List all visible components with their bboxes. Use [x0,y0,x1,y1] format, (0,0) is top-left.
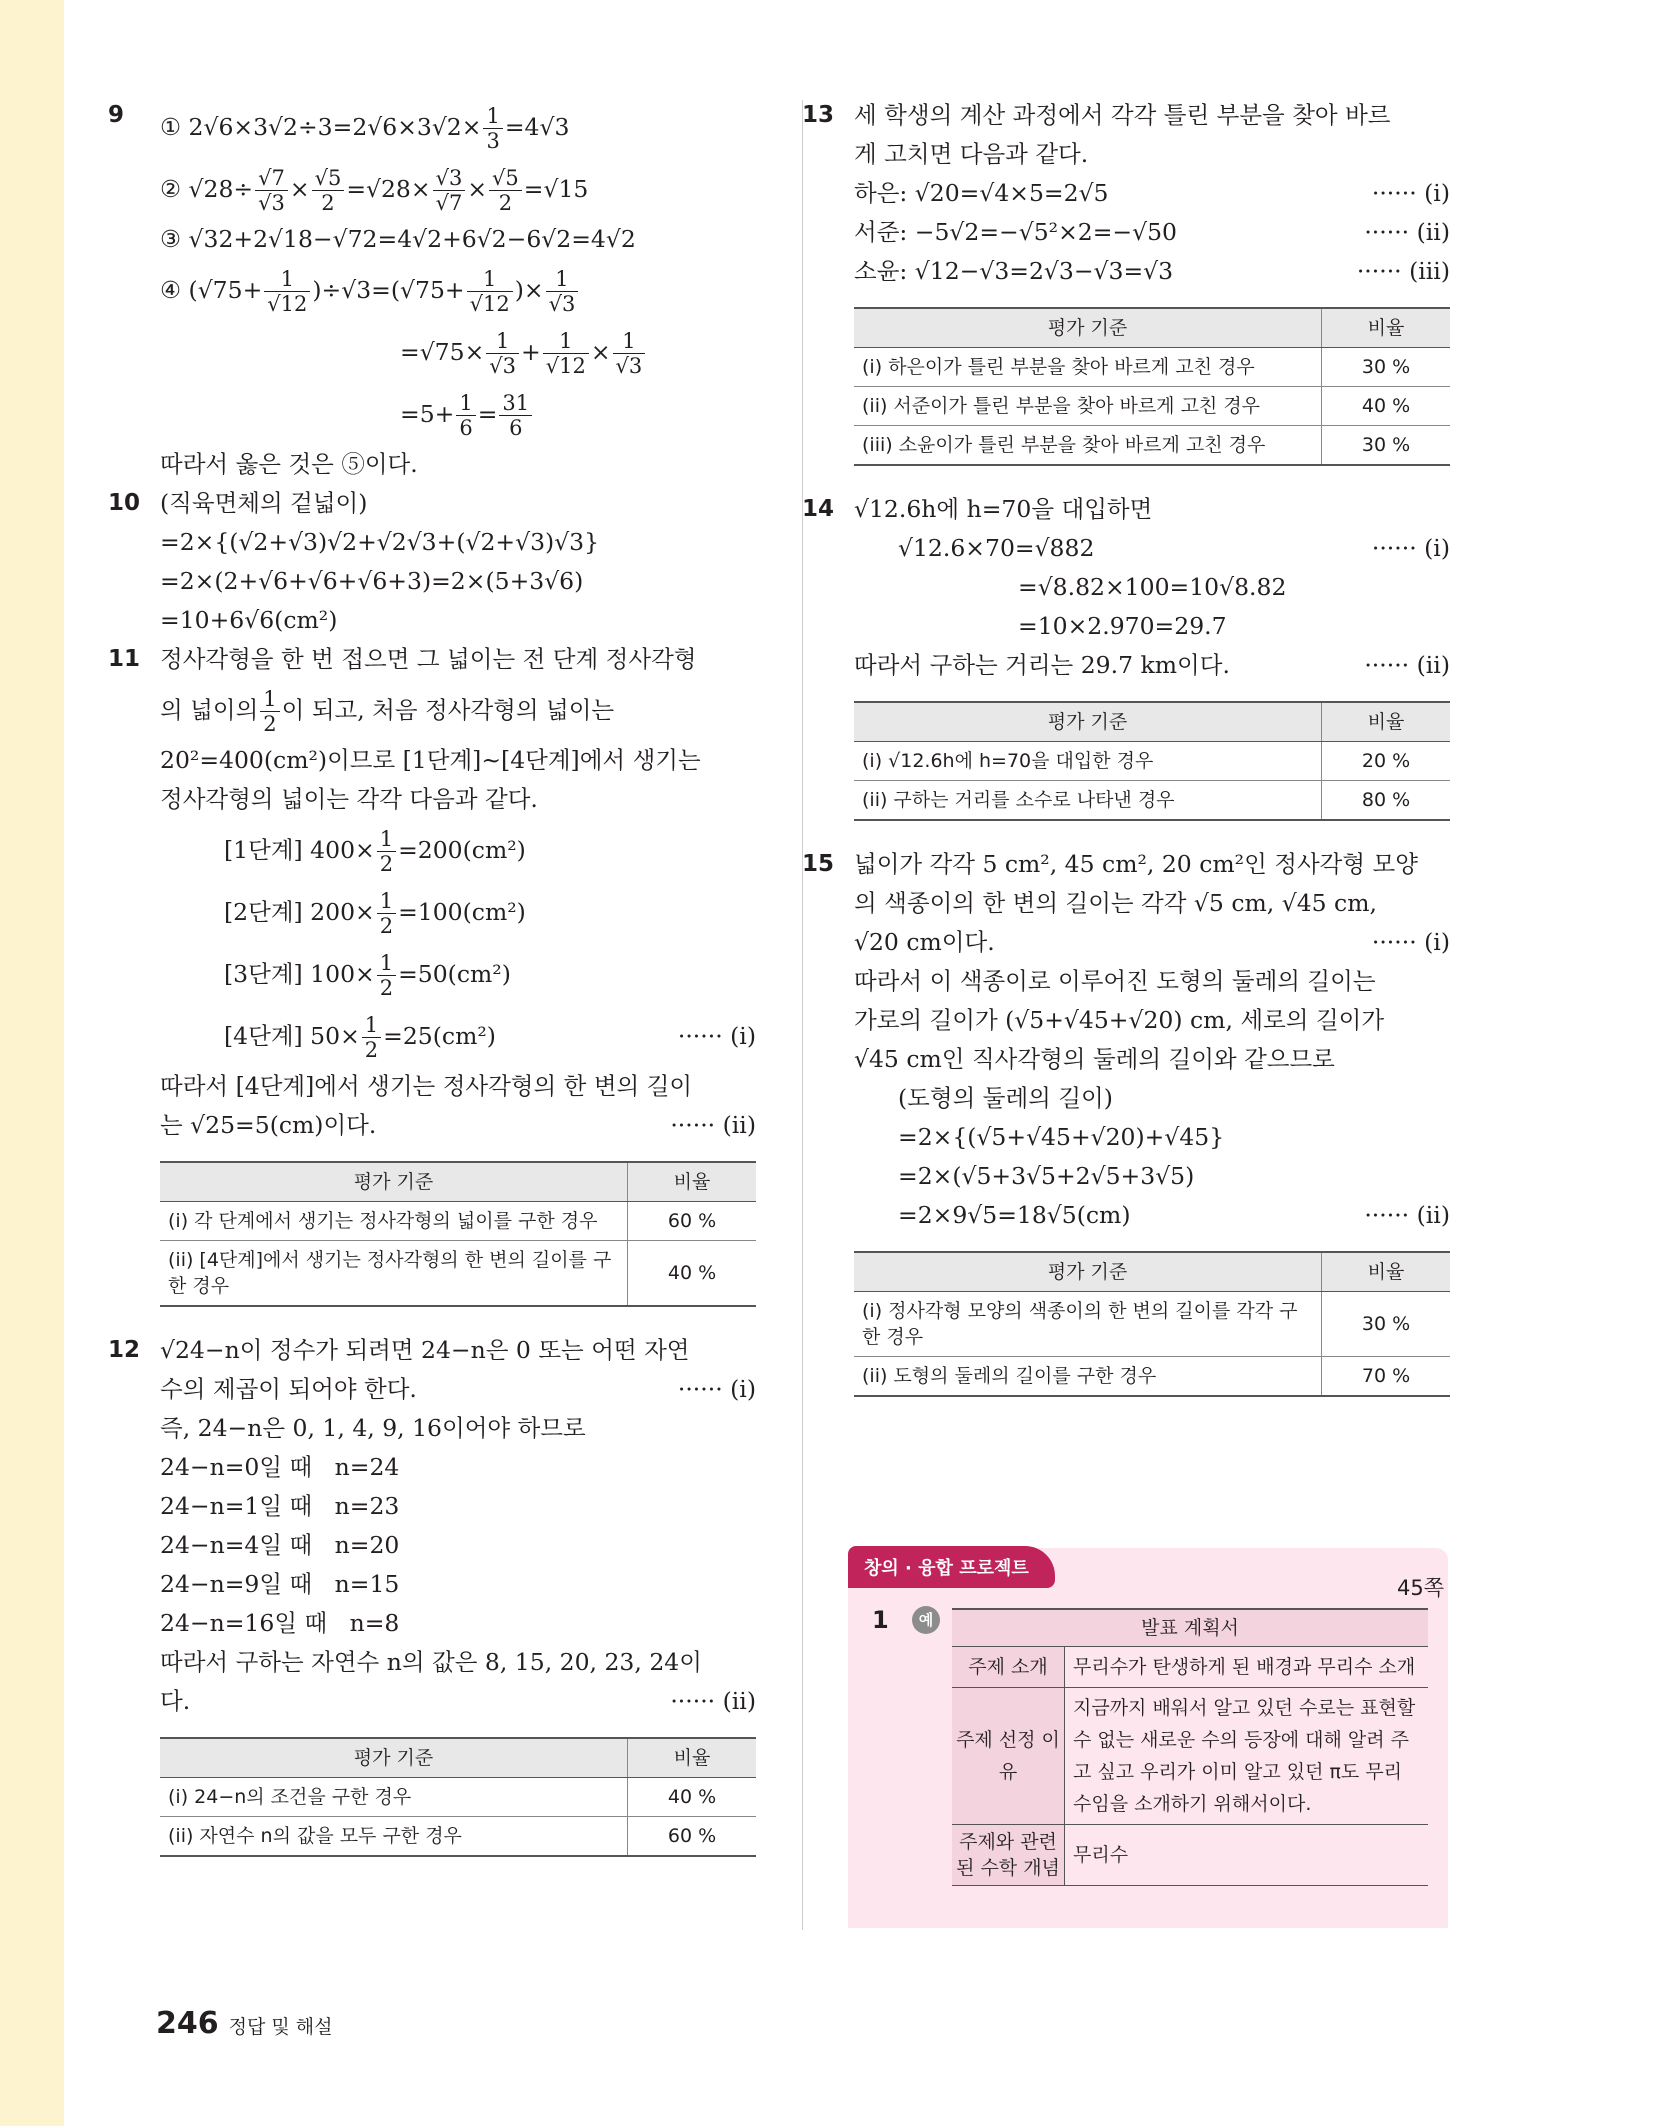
fraction: $\frac{1}{2}$ [377,889,396,938]
footer-title: 정답 및 해설 [228,2016,333,2038]
project-page-ref: 45쪽 [1396,1576,1444,1600]
p11-criteria-table [160,1161,756,1307]
criteria-header: 평가 기준 [854,702,1322,742]
problem-13 [802,96,1450,466]
p13-line-2: 게 고치면 다음과 같다. [854,140,1089,168]
criteria-cell: (ii) [4단계]에서 생기는 정사각형의 한 변의 길이를 구한 경우 [160,1241,628,1307]
ratio-header: 비율 [1322,702,1451,742]
p15-line-8: =2×{(√5+√45+√20)+√45} [898,1123,1225,1151]
plan-key: 주제 소개 [952,1647,1065,1688]
p12-criteria-table [160,1737,756,1857]
fraction: $\frac{√3}{√7}$ [433,166,466,215]
criteria-cell: (i) 하은이가 틀린 부분을 찾아 바르게 고친 경우 [854,348,1322,387]
ratio-header: 비율 [628,1162,757,1202]
criteria-header: 평가 기준 [854,308,1322,348]
problem-number: 14 [802,496,835,522]
presentation-plan-table [952,1608,1428,1886]
p12-line-1: √24−n이 정수가 되려면 24−n은 0 또는 어떤 자연 [160,1336,690,1364]
plan-value: 지금까지 배워서 알고 있던 수로는 표현할 수 없는 새로운 수의 등장에 대해 알려 주고 싶고 우리가 이미 알고 있던 π도 무리수임을 소개하기 위해서이다. [1065,1688,1429,1825]
ratio-cell: 40 % [628,1778,757,1817]
step-tag: ······ (ii) [670,1111,756,1139]
p12-line-3: 즉, 24−n은 0, 1, 4, 9, 16이어야 하므로 [160,1414,586,1442]
p10-line-3: =2×(2+√6+√6+√6+3)=2×(5+3√6) [160,567,584,595]
fraction: $\frac{1}{2}$ [377,951,396,1000]
p14-line-2: √12.6×70=√882 ······ (i) [854,529,1450,568]
creative-project-box [848,1548,1448,1928]
ratio-cell: 30 % [1322,348,1451,387]
fraction: $\frac{31}{6}$ [499,391,532,440]
left-column [108,96,756,1881]
example-badge-icon: 예 [912,1606,940,1634]
p12-case-5: 24−n=16일 때 n=8 [160,1609,400,1637]
criteria-cell: (i) 24−n의 조건을 구한 경우 [160,1778,628,1817]
fraction: $\frac{1}{2}$ [260,687,279,736]
criteria-cell: (i) 정사각형 모양의 색종이의 한 변의 길이를 각각 구한 경우 [854,1292,1322,1357]
step-tag: ······ (i) [677,1022,756,1050]
ratio-cell: 40 % [1322,387,1451,426]
ratio-cell: 30 % [1322,426,1451,466]
criteria-cell: (ii) 도형의 둘레의 길이를 구한 경우 [854,1357,1322,1397]
problem-number: 10 [108,490,141,516]
fraction: $\frac{1}{√12}$ [264,267,310,316]
p11-concl-1: 따라서 [4단계]에서 생기는 정사각형의 한 변의 길이 [160,1072,693,1100]
p15-line-2: 의 색종이의 한 변의 길이는 각각 √5 cm, √45 cm, [854,889,1377,917]
criteria-header: 평가 기준 [854,1252,1322,1292]
p12-line-4: 따라서 구하는 자연수 n의 값은 8, 15, 20, 23, 24이 [160,1648,702,1676]
p13-seojun: 서준: −5√2=−√5²×2=−√50 ······ (ii) [854,213,1450,252]
problem-11 [108,640,756,1307]
step-tag: ······ (ii) [670,1687,756,1715]
p12-case-4: 24−n=9일 때 n=15 [160,1570,400,1598]
criteria-cell: (ii) 자연수 n의 값을 모두 구한 경우 [160,1817,628,1857]
fraction: $\frac{1}{2}$ [362,1013,381,1062]
fraction: $\frac{1}{√3}$ [546,267,579,316]
p9-line-1: ① 2√6×3√2÷3=2√6×3√2× $\frac{1}{3}$ =4√3 [160,104,570,153]
p13-haeun: 하은: √20=√4×5=2√5 ······ (i) [854,174,1450,213]
problem-10 [108,484,756,640]
plan-value: 무리수 [1065,1825,1429,1886]
table-row [952,1688,1428,1825]
page-footer [156,2006,332,2041]
step-tag: ······ (i) [1371,928,1450,956]
criteria-cell: (i) √12.6h에 h=70을 대입한 경우 [854,742,1322,781]
table-row [854,1357,1450,1397]
project-tab-label: 창의 · 융합 프로젝트 [848,1546,1055,1588]
fraction: $\frac{1}{√3}$ [613,329,646,378]
table-row [160,1817,756,1857]
step-tag: ······ (ii) [1364,218,1450,246]
p15-line-3: √20 cm이다. ······ (i) [854,923,1450,962]
table-row [160,1202,756,1241]
p9-line-3: ③ √32+2√18−√72=4√2+6√2−6√2=4√2 [160,225,636,253]
table-row [854,781,1450,821]
p15-criteria-table [854,1251,1450,1397]
p10-line-1: (직육면체의 겉넓이) [160,489,368,517]
problem-number: 9 [108,102,125,128]
criteria-header: 평가 기준 [160,1738,628,1778]
p11-step-2: [2단계] 200× $\frac{1}{2}$ =100(cm²) [224,889,526,938]
step-tag: ······ (iii) [1356,257,1450,285]
p15-line-7: (도형의 둘레의 길이) [898,1084,1113,1112]
plan-value: 무리수가 탄생하게 된 배경과 무리수 소개 [1065,1647,1429,1688]
fraction: $\frac{1}{2}$ [377,827,396,876]
plan-title: 발표 계획서 [952,1609,1428,1647]
table-row [854,1292,1450,1357]
problem-number: 13 [802,102,835,128]
table-row [952,1647,1428,1688]
p15-line-6: √45 cm인 직사각형의 둘레의 길이와 같으므로 [854,1045,1335,1073]
p11-concl-2: 는 √25=5(cm)이다. ······ (ii) [160,1106,756,1145]
criteria-cell: (i) 각 단계에서 생기는 정사각형의 넓이를 구한 경우 [160,1202,628,1241]
ratio-cell: 70 % [1322,1357,1451,1397]
p15-line-4: 따라서 이 색종이로 이루어진 도형의 둘레의 길이는 [854,967,1376,995]
p11-text-1: 정사각형을 한 번 접으면 그 넓이는 전 단계 정사각형 [160,645,697,673]
p10-line-4: =10+6√6(cm²) [160,606,338,634]
ratio-cell: 20 % [1322,742,1451,781]
p11-text-2: 의 넓이의 $\frac{1}{2}$ 이 되고, 처음 정사각형의 넓이는 [160,687,615,736]
problem-9 [108,96,756,484]
p12-line-2: 수의 제곱이 되어야 한다. ······ (i) [160,1370,756,1409]
p14-line-1: √12.6h에 h=70을 대입하면 [854,495,1153,523]
table-row [952,1825,1428,1886]
right-column [802,96,1450,1421]
criteria-header: 평가 기준 [160,1162,628,1202]
project-number: 1 [872,1606,889,1634]
p11-text-4: 정사각형의 넓이는 각각 다음과 같다. [160,785,538,813]
p12-case-1: 24−n=0일 때 n=24 [160,1453,400,1481]
problem-12 [108,1331,756,1857]
page-number: 246 [156,2006,219,2041]
p9-line-2: ② √28÷ $\frac{√7}{√3}$ × $\frac{√5}{2}$ =√28× $\frac{√3}{√7}$ × $\frac{√5}{2}$ =√15 [160,166,589,215]
criteria-cell: (ii) 구하는 거리를 소수로 나타낸 경우 [854,781,1322,821]
step-tag: ······ (i) [1371,179,1450,207]
ratio-header: 비율 [628,1738,757,1778]
table-row [854,742,1450,781]
criteria-cell: (ii) 서준이가 틀린 부분을 찾아 바르게 고친 경우 [854,387,1322,426]
p12-case-3: 24−n=4일 때 n=20 [160,1531,400,1559]
p14-criteria-table [854,701,1450,821]
p13-line-1: 세 학생의 계산 과정에서 각각 틀린 부분을 찾아 바르 [854,101,1391,129]
table-row [854,387,1450,426]
p13-criteria-table [854,307,1450,466]
problem-15 [802,845,1450,1397]
p11-step-3: [3단계] 100× $\frac{1}{2}$ =50(cm²) [224,951,511,1000]
problem-14 [802,490,1450,821]
table-row [160,1778,756,1817]
table-row [854,348,1450,387]
p14-line-3: =√8.82×100=10√8.82 [1018,573,1287,601]
p11-step-1: [1단계] 400× $\frac{1}{2}$ =200(cm²) [224,827,526,876]
table-row [160,1241,756,1307]
step-tag: ······ (i) [677,1375,756,1403]
fraction: $\frac{1}{6}$ [456,391,475,440]
p12-line-5: 다. ······ (ii) [160,1682,756,1721]
p9-line-5: =√75× $\frac{1}{√3}$ + $\frac{1}{√12}$ × $\frac{1}{√3}$ [160,321,756,383]
p15-line-10: =2×9√5=18√5(cm) ······ (ii) [854,1196,1450,1235]
problem-number: 11 [108,646,141,672]
fraction: $\frac{√7}{√3}$ [255,166,288,215]
step-tag: ······ (ii) [1364,1201,1450,1229]
step-tag: ······ (ii) [1364,651,1450,679]
plan-key: 주제 선정 이유 [952,1688,1065,1825]
p15-line-1: 넓이가 각각 5 cm², 45 cm², 20 cm²인 정사각형 모양 [854,850,1418,878]
p15-line-9: =2×(√5+3√5+2√5+3√5) [898,1162,1195,1190]
margin-strip [0,0,64,2126]
step-tag: ······ (i) [1371,534,1450,562]
criteria-cell: (iii) 소윤이가 틀린 부분을 찾아 바르게 고친 경우 [854,426,1322,466]
column-divider [802,100,803,1930]
ratio-header: 비율 [1322,1252,1451,1292]
p11-step-4: [4단계] 50× $\frac{1}{2}$ =25(cm²) ······ (i) [160,1005,756,1067]
ratio-header: 비율 [1322,308,1451,348]
ratio-cell: 60 % [628,1202,757,1241]
p14-line-5: 따라서 구하는 거리는 29.7 km이다. ······ (ii) [854,646,1450,685]
p11-text-3: 20²=400(cm²)이므로 [1단계]~[4단계]에서 생기는 [160,746,701,774]
p10-line-2: =2×{(√2+√3)√2+√2√3+(√2+√3)√3} [160,528,600,556]
fraction: $\frac{1}{√12}$ [543,329,589,378]
problem-number: 15 [802,851,835,877]
p9-conclusion: 따라서 옳은 것은 ⑤이다. [160,450,418,478]
ratio-cell: 30 % [1322,1292,1451,1357]
p14-line-4: =10×2.970=29.7 [1018,612,1227,640]
p15-line-5: 가로의 길이가 (√5+√45+√20) cm, 세로의 길이가 [854,1006,1385,1034]
fraction: $\frac{1}{3}$ [483,104,502,153]
table-row [854,426,1450,466]
ratio-cell: 40 % [628,1241,757,1307]
fraction: $\frac{√5}{2}$ [312,166,345,215]
p9-line-6: =5+ $\frac{1}{6}$ = $\frac{31}{6}$ [160,383,756,445]
plan-key: 주제와 관련된 수학 개념 [952,1825,1065,1886]
fraction: $\frac{√5}{2}$ [489,166,522,215]
p9-line-4: ④ (√75+ $\frac{1}{√12}$ )÷√3=(√75+ $\frac{1}{√12}$ )× $\frac{1}{√3}$ [160,259,756,321]
problem-number: 12 [108,1337,141,1363]
p13-soyun: 소윤: √12−√3=2√3−√3=√3 ······ (iii) [854,252,1450,291]
p12-case-2: 24−n=1일 때 n=23 [160,1492,400,1520]
ratio-cell: 80 % [1322,781,1451,821]
fraction: $\frac{1}{√3}$ [486,329,519,378]
fraction: $\frac{1}{√12}$ [467,267,513,316]
ratio-cell: 60 % [628,1817,757,1857]
